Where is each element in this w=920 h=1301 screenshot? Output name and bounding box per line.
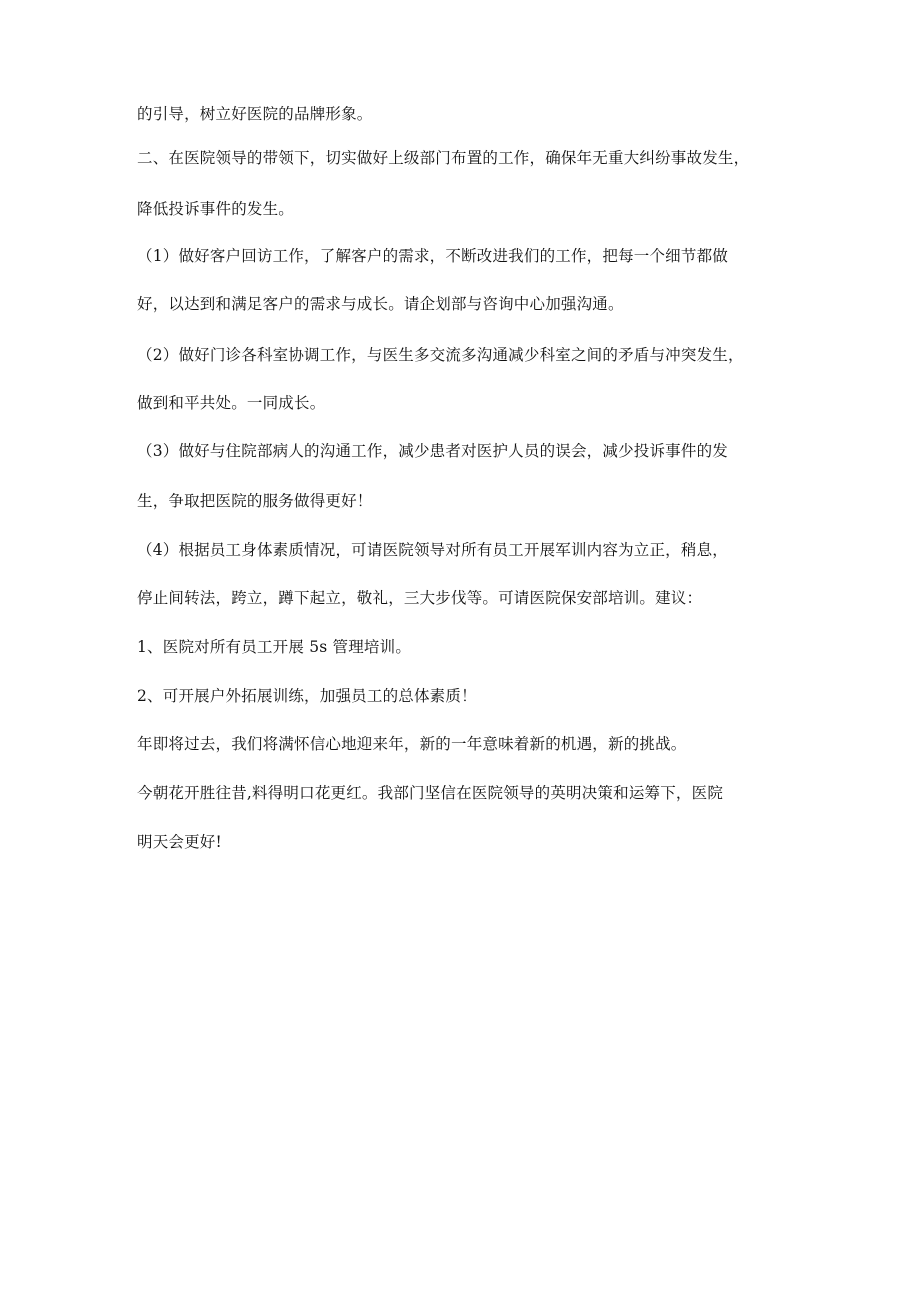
text-line: 降低投诉事件的发生。 <box>137 200 295 218</box>
text-line: 好，以达到和满足客户的需求与成长。请企划部与咨询中心加强沟通。 <box>137 295 624 313</box>
text-line: 1、医院对所有员工开展 5s 管理培训。 <box>137 638 412 656</box>
text-line: （3）做好与住院部病人的沟通工作，减少患者对医护人员的误会，减少投诉事件的发 <box>137 442 728 460</box>
text-line: （4）根据员工身体素质情况，可请医院领导对所有员工开展军训内容为立正，稍息， <box>137 541 728 559</box>
text-line: （1）做好客户回访工作，了解客户的需求，不断改进我们的工作，把每一个细节都做 <box>137 247 728 265</box>
text-line: 做到和平共处。一同成长。 <box>137 394 326 412</box>
text-line: 的引导，树立好医院的品牌形象。 <box>137 105 373 123</box>
text-line: 二、在医院领导的带领下，切实做好上级部门布置的工作，确保年无重大纠纷事故发生， <box>137 149 750 167</box>
text-line: 2、可开展户外拓展训练，加强员工的总体素质！ <box>137 687 477 705</box>
text-line: 明天会更好! <box>137 833 222 851</box>
text-line: （2）做好门诊各科室协调工作，与医生多交流多沟通减少科室之间的矛盾与冲突发生， <box>137 346 744 364</box>
text-line: 停止间转法，跨立，蹲下起立，敬礼，三大步伐等。可请医院保安部培训。建议： <box>137 589 703 607</box>
text-line: 今朝花开胜往昔,料得明口花更红。我部门坚信在医院领导的英明决策和运筹下，医院 <box>137 784 724 802</box>
text-line: 年即将过去，我们将满怀信心地迎来年，新的一年意味着新的机遇，新的挑战。 <box>137 735 687 753</box>
text-line: 生，争取把医院的服务做得更好！ <box>137 492 373 510</box>
